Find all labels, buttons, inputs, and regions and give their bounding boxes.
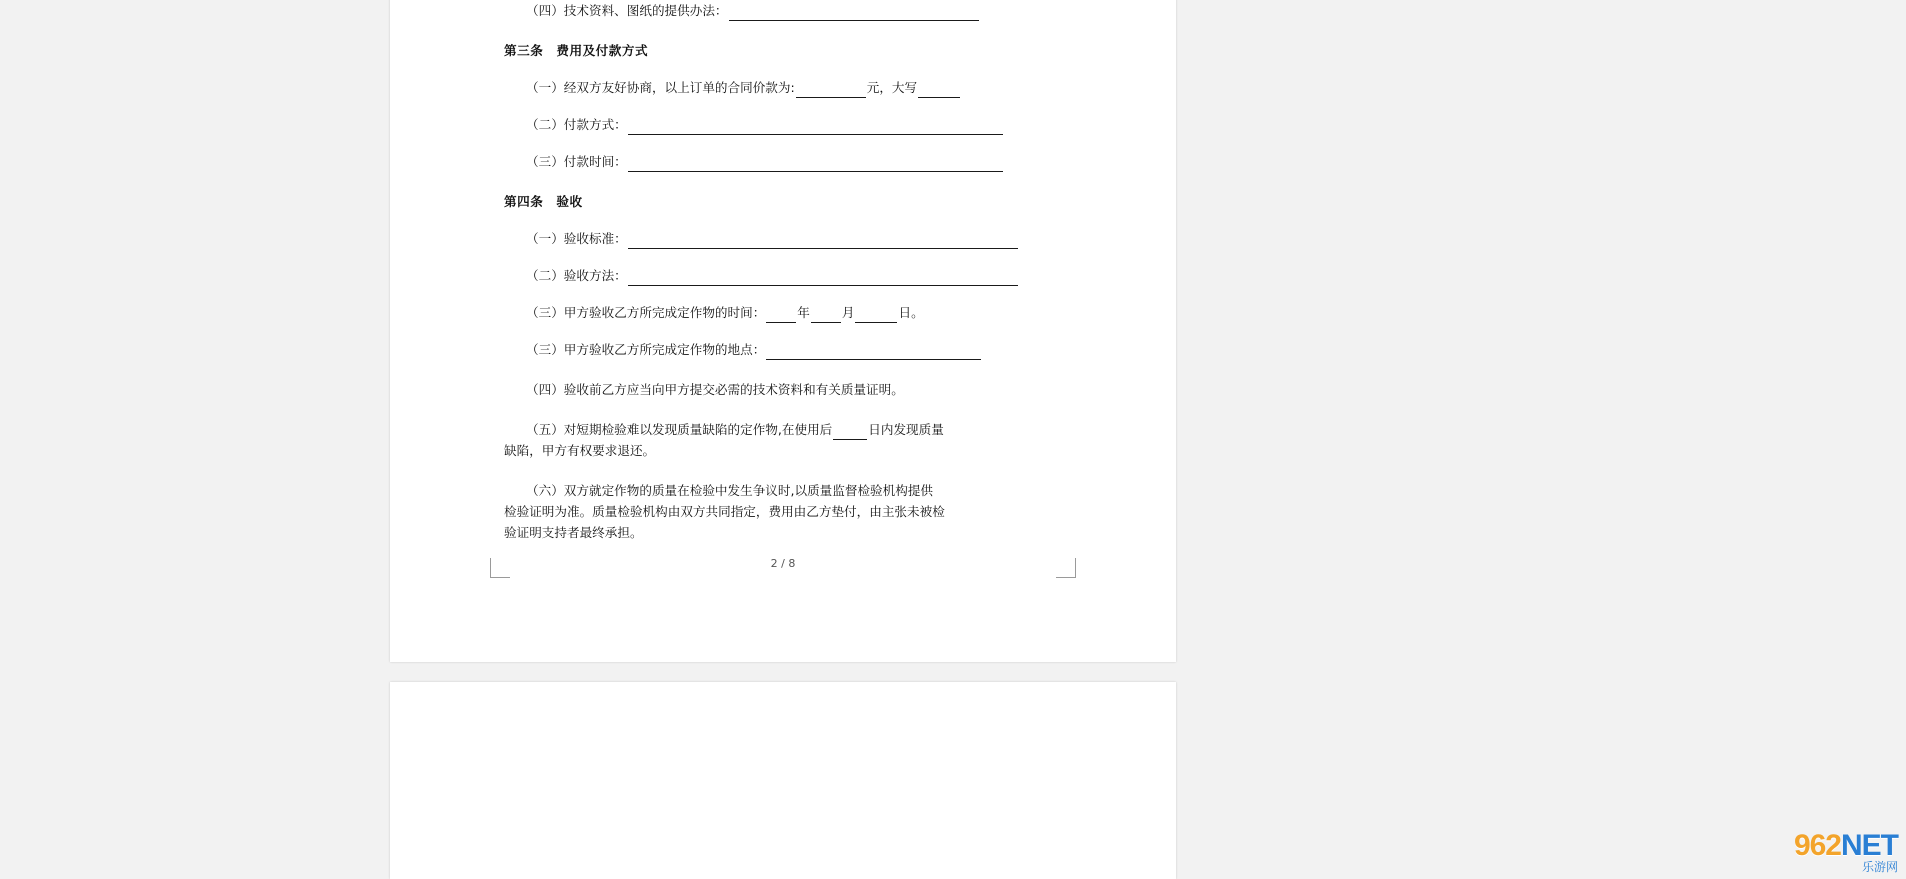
clause-4-6-line-2: 检验证明为准。质量检验机构由双方共同指定，费用由乙方垫付，由主张未被检 [504, 504, 945, 519]
clause-4-3-time [504, 302, 1064, 323]
clause-4-5-line-1: （五）对短期检验难以发现质量缺陷的定作物,在使用后 [526, 422, 833, 437]
clause-4-2 [504, 265, 1064, 286]
clause-3-1 [504, 77, 1064, 98]
fill-blank-amount-words[interactable] [918, 84, 960, 98]
unit-month: 月 [841, 305, 855, 320]
fill-blank-day[interactable] [855, 309, 897, 323]
clause-4-2-label: （二）验收方法： [526, 268, 627, 283]
fill-blank[interactable] [628, 272, 1018, 286]
clause-4-5-line-2: 缺陷，甲方有权要求退还。 [504, 443, 656, 458]
fill-blank-month[interactable] [811, 309, 841, 323]
watermark-962: 962 [1793, 829, 1841, 862]
unit-year: 年 [797, 305, 810, 320]
fill-blank[interactable] [628, 121, 1003, 135]
clause-4-1 [504, 228, 1064, 249]
clause-2-4-label: （四）技术资料、图纸的提供办法： [526, 3, 728, 18]
document-page-2 [390, 0, 1176, 662]
heading-section-4: 第四条 验收 [504, 194, 583, 209]
clause-4-6-line-3: 验证明支持者最终承担。 [504, 525, 643, 540]
unit-day: 日。 [898, 305, 924, 320]
clause-4-5-line-1-tail: 日内发现质量 [868, 422, 944, 437]
clause-4-3-place-label: （三）甲方验收乙方所完成定作物的地点： [526, 342, 766, 357]
fill-blank-days[interactable] [833, 426, 867, 440]
clause-4-6-line-1: （六）双方就定作物的质量在检验中发生争议时,以质量监督检验机构提供 [526, 483, 934, 498]
clause-3-2-label: （二）付款方式： [526, 117, 627, 132]
clause-3-1-mid: 元，大写 [866, 80, 918, 95]
document-page-3 [390, 682, 1176, 879]
fill-blank[interactable] [628, 235, 1018, 249]
clause-4-3-label: （三）甲方验收乙方所完成定作物的时间： [526, 305, 766, 320]
fill-blank[interactable] [766, 346, 981, 360]
watermark-net: NET [1841, 829, 1898, 862]
clause-3-1-label: （一）经双方友好协商，以上订单的合同价款为: [526, 80, 795, 95]
clause-4-4: （四）验收前乙方应当向甲方提交必需的技术资料和有关质量证明。 [526, 382, 904, 397]
fill-blank[interactable] [729, 7, 979, 21]
clause-4-1-label: （一）验收标准： [526, 231, 627, 246]
clause-4-5 [504, 419, 1064, 440]
fill-blank[interactable] [628, 158, 1003, 172]
watermark-cn: 乐游网 [1861, 860, 1898, 874]
heading-section-3: 第三条 费用及付款方式 [504, 43, 649, 58]
site-watermark [1794, 831, 1898, 875]
clause-3-3-label: （三）付款时间： [526, 154, 627, 169]
fill-blank-amount[interactable] [796, 84, 866, 98]
clause-3-3 [504, 151, 1064, 172]
page-text-content [504, 0, 1064, 543]
page-number-indicator: 2 / 8 [770, 557, 796, 570]
clause-3-2 [504, 114, 1064, 135]
clause-4-3-place [504, 339, 1064, 360]
clause-2-4 [504, 0, 1064, 21]
fill-blank-year[interactable] [766, 309, 796, 323]
